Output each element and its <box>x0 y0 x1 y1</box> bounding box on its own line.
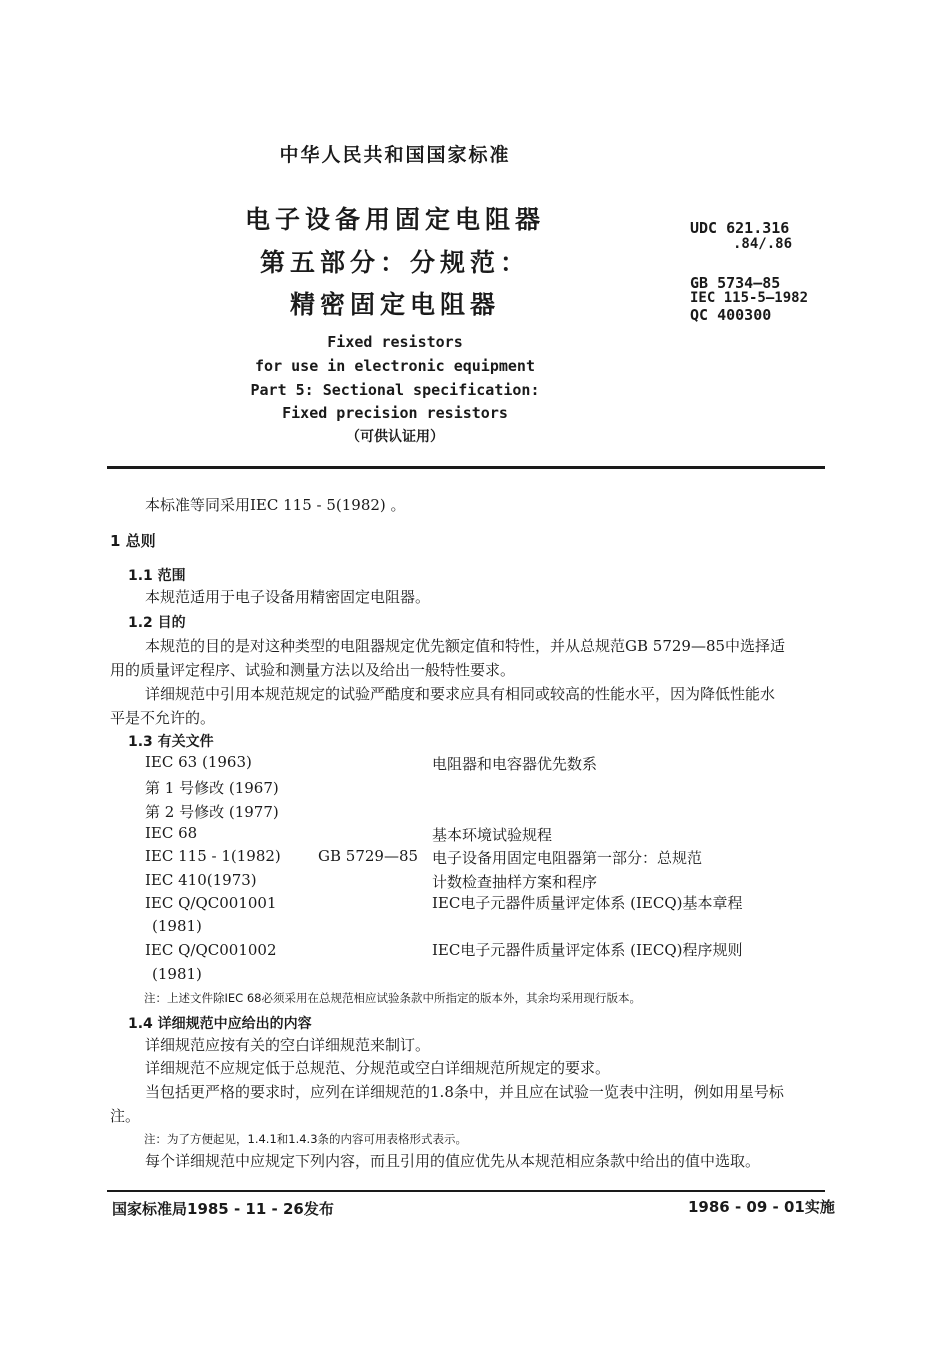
doc-title: 电子设备用固定电阻器第一部分：总规范 <box>432 849 703 867</box>
section-1-4-line4: 每个详细规范中应规定下列内容，而且引用的值应优先从本规范相应条款中给出的值中选取。 <box>145 1152 761 1170</box>
title-en-line4: Fixed precision resistors <box>282 404 508 422</box>
section-1-heading: 1 总则 <box>110 532 156 550</box>
section-1-2-para2-line2: 平是不允许的。 <box>110 709 216 727</box>
doc-title: IEC电子元器件质量评定体系 (IECQ)基本章程 <box>432 894 743 912</box>
doc-title: 基本环境试验规程 <box>432 826 553 844</box>
doc-ref: IEC 68 <box>145 824 198 842</box>
header-rule <box>107 466 825 469</box>
title-en-line3: Part 5: Sectional specification: <box>250 381 540 399</box>
qc-code: QC 400300 <box>690 306 772 324</box>
issued-date: 国家标准局1985 - 11 - 26发布 <box>112 1200 334 1218</box>
gb-code: GB 5734—85 <box>690 274 781 292</box>
effective-date: 1986 - 09 - 01实施 <box>688 1198 835 1216</box>
section-1-4-line3-cont: 注。 <box>110 1107 141 1125</box>
title-en-line2: for use in electronic equipment <box>255 357 535 375</box>
section-1-4-line1: 详细规范应按有关的空白详细规范来制订。 <box>145 1036 431 1054</box>
section-1-4-heading: 1.4 详细规范中应给出的内容 <box>128 1016 312 1032</box>
section-1-1-heading: 1.1 范围 <box>128 568 186 584</box>
doc-ref: (1981) <box>152 965 202 983</box>
title-cn-line1: 电子设备用固定电阻器 <box>244 205 545 234</box>
udc-code: UDC 621.316 <box>690 219 790 237</box>
title-en-line1: Fixed resistors <box>327 333 463 351</box>
section-1-4-line3: 当包括更严格的要求时，应列在详细规范的1.8条中，并且应在试验一览表中注明，例如用星号标 <box>145 1083 784 1101</box>
doc-ref: IEC Q/QC001002 <box>145 941 277 959</box>
section-1-2-para2-line1: 详细规范中引用本规范规定的试验严酷度和要求应具有相同或较高的性能水平，因为降低性能水 <box>145 685 776 703</box>
section-1-2-heading: 1.2 目的 <box>128 615 186 631</box>
section-1-4-line2: 详细规范不应规定低于总规范、分规范或空白详细规范所规定的要求。 <box>145 1059 611 1077</box>
intro-text: 本标准等同采用IEC 115 - 5(1982) 。 <box>145 496 406 514</box>
certification-note: （可供认证用） <box>346 429 444 445</box>
title-cn-line3: 精密固定电阻器 <box>289 290 500 319</box>
title-cn-line2: 第五部分：分规范： <box>259 248 530 277</box>
doc-title: IEC电子元器件质量评定体系 (IECQ)程序规则 <box>432 941 743 959</box>
doc-ref: IEC 115 - 1(1982) <box>145 847 281 865</box>
udc-code-cont: .84/.86 <box>733 236 793 252</box>
doc-title: 电阻器和电容器优先数系 <box>432 755 598 773</box>
doc-gb-ref: GB 5729—85 <box>318 847 419 865</box>
iec-code: IEC 115-5—1982 <box>690 290 809 306</box>
section-1-2-para1-line2: 用的质量评定程序、试验和测量方法以及给出一般特性要求。 <box>110 661 516 679</box>
doc-ref: 第 2 号修改 (1977) <box>145 803 279 821</box>
section-1-1-text: 本规范适用于电子设备用精密固定电阻器。 <box>145 588 431 606</box>
doc-title: 计数检查抽样方案和程序 <box>432 873 598 891</box>
national-standard-heading: 中华人民共和国国家标准 <box>279 144 511 166</box>
doc-ref: IEC Q/QC001001 <box>145 894 277 912</box>
doc-ref: IEC 410(1973) <box>145 871 257 889</box>
section-1-3-heading: 1.3 有关文件 <box>128 734 214 750</box>
section-1-3-note: 注：上述文件除IEC 68必须采用在总规范相应试验条款中所指定的版本外，其余均采用现行版本。 <box>144 991 641 1005</box>
section-1-2-para1-line1: 本规范的目的是对这种类型的电阻器规定优先额定值和特性，并从总规范GB 5729—85中选择适 <box>145 637 786 655</box>
section-1-4-note: 注：为了方便起见，1.4.1和1.4.3条的内容可用表格形式表示。 <box>144 1132 468 1146</box>
doc-ref: 第 1 号修改 (1967) <box>145 779 279 797</box>
doc-ref: IEC 63 (1963) <box>145 753 252 771</box>
footer-rule <box>107 1190 825 1192</box>
doc-ref: (1981) <box>152 917 202 935</box>
